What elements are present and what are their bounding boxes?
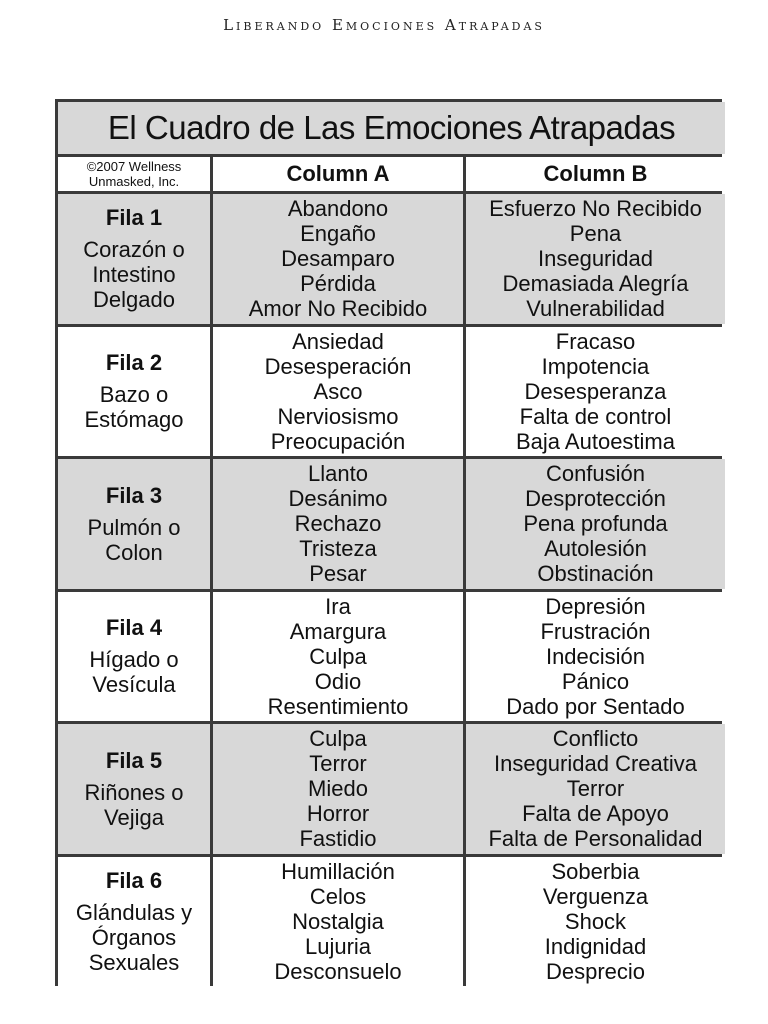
row-label-title: Fila 6 — [105, 867, 163, 893]
row-label-title: Fila 3 — [105, 482, 163, 508]
emotion-item: Celos — [309, 883, 367, 909]
emotion-list — [265, 329, 412, 454]
emotion-item: Demasiada Alegría — [502, 271, 689, 297]
emotion-list — [516, 329, 675, 454]
page-header: Liberando Emociones Atrapadas — [223, 16, 545, 34]
row-organ-label: Glándulas y Órganos Sexuales — [75, 899, 193, 975]
emotion-list — [249, 196, 428, 321]
emotion-item: Horror — [306, 801, 370, 827]
row-organ-label: Pulmón o Colon — [87, 514, 181, 565]
emotion-item: Culpa — [309, 726, 367, 752]
emotion-chart-table — [55, 99, 722, 986]
column-a-cell — [213, 459, 463, 589]
row-organ-label: Corazón o Intestino Delgado — [83, 237, 185, 313]
emotion-item: Fastidio — [299, 826, 377, 852]
emotion-list — [299, 726, 376, 851]
emotion-item: Amargura — [289, 618, 387, 644]
emotion-item: Confusión — [545, 461, 646, 487]
row-organ-label: Hígado o Vesícula — [89, 647, 179, 698]
emotion-item: Frustración — [540, 618, 651, 644]
emotion-item: Terror — [309, 751, 367, 777]
row-organ-label: Riñones o Vejiga — [84, 779, 184, 830]
emotion-item: Indignidad — [544, 933, 647, 959]
emotion-item: Pérdida — [300, 271, 376, 297]
emotion-item: Depresión — [545, 593, 646, 619]
emotion-item: Pena — [569, 221, 622, 247]
emotion-item: Miedo — [308, 776, 368, 802]
emotion-list — [489, 196, 702, 321]
emotion-item: Humillación — [281, 858, 395, 884]
emotion-item: Soberbia — [551, 858, 640, 884]
emotion-item: Autolesión — [544, 536, 647, 562]
emotion-item: Pánico — [561, 668, 630, 694]
emotion-item: Baja Autoestima — [516, 428, 675, 454]
emotion-item: Obstinación — [537, 561, 654, 587]
column-b-cell — [466, 857, 725, 987]
emotion-item: Impotencia — [541, 353, 650, 379]
emotion-item: Indecisión — [545, 643, 646, 669]
emotion-item: Desánimo — [288, 486, 388, 512]
row-label-cell — [58, 194, 210, 324]
column-b-cell — [466, 724, 725, 854]
row-label-title: Fila 2 — [105, 350, 163, 376]
emotion-item: Ansiedad — [292, 328, 384, 354]
emotion-item: Falta de control — [519, 403, 672, 429]
row-label-cell — [58, 592, 210, 722]
emotion-item: Nostalgia — [292, 908, 384, 934]
emotion-item: Pena profunda — [523, 511, 668, 537]
emotion-list — [488, 726, 702, 851]
emotion-item: Engaño — [300, 221, 376, 247]
emotion-item: Culpa — [309, 643, 367, 669]
emotion-item: Desconsuelo — [274, 958, 402, 984]
emotion-item: Rechazo — [294, 511, 382, 537]
row-label-cell — [58, 459, 210, 589]
emotion-list — [274, 859, 401, 984]
emotion-item: Conflicto — [552, 726, 639, 752]
column-a-cell — [213, 592, 463, 722]
emotion-list — [506, 594, 685, 719]
column-a-cell — [213, 194, 463, 324]
emotion-item: Nerviosismo — [277, 403, 399, 429]
emotion-item: Desesperanza — [524, 378, 667, 404]
column-b-cell — [466, 194, 725, 324]
column-a-cell — [213, 857, 463, 987]
row-label-cell — [58, 327, 210, 457]
emotion-item: Pesar — [309, 561, 367, 587]
emotion-item: Vulnerabilidad — [526, 296, 665, 322]
column-a-cell — [213, 724, 463, 854]
emotion-item: Resentimiento — [267, 693, 409, 719]
row-organ-label: Bazo o Estómago — [84, 382, 184, 433]
emotion-list — [523, 461, 667, 586]
emotion-item: Desesperación — [264, 353, 412, 379]
emotion-item: Shock — [564, 908, 627, 934]
emotion-item: Esfuerzo No Recibido — [489, 196, 702, 222]
emotion-item: Falta de Personalidad — [488, 826, 703, 852]
emotion-item: Preocupación — [270, 428, 406, 454]
emotion-item: Desprecio — [545, 958, 646, 984]
column-b-header: Column B — [466, 157, 725, 191]
column-b-cell — [466, 459, 725, 589]
copyright-notice: ©2007 Wellness Unmasked, Inc. — [58, 157, 210, 191]
emotion-item: Odio — [314, 668, 362, 694]
chart-title: El Cuadro de Las Emociones Atrapadas — [58, 102, 725, 154]
emotion-list — [268, 594, 409, 719]
row-label-cell — [58, 857, 210, 987]
emotion-item: Tristeza — [299, 536, 377, 562]
emotion-item: Verguenza — [542, 883, 649, 909]
emotion-item: Desamparo — [281, 246, 395, 272]
emotion-item: Falta de Apoyo — [522, 801, 669, 827]
column-b-cell — [466, 592, 725, 722]
emotion-list — [288, 461, 387, 586]
emotion-item: Abandono — [287, 196, 389, 222]
emotion-item: Inseguridad Creativa — [493, 751, 697, 777]
emotion-item: Llanto — [308, 461, 368, 487]
emotion-item: Dado por Sentado — [506, 693, 685, 719]
row-label-title: Fila 4 — [105, 615, 163, 641]
column-a-header: Column A — [213, 157, 463, 191]
emotion-item: Terror — [566, 776, 625, 802]
emotion-item: Ira — [325, 593, 351, 619]
emotion-item: Inseguridad — [538, 246, 653, 272]
emotion-item: Lujuria — [304, 933, 372, 959]
emotion-item: Desprotección — [525, 486, 666, 512]
emotion-list — [543, 859, 648, 984]
row-label-cell — [58, 724, 210, 854]
column-a-cell — [213, 327, 463, 457]
row-label-title: Fila 1 — [105, 205, 163, 231]
emotion-item: Amor No Recibido — [248, 296, 428, 322]
emotion-item: Fracaso — [555, 328, 636, 354]
column-b-cell — [466, 327, 725, 457]
row-label-title: Fila 5 — [105, 747, 163, 773]
emotion-item: Asco — [313, 378, 363, 404]
